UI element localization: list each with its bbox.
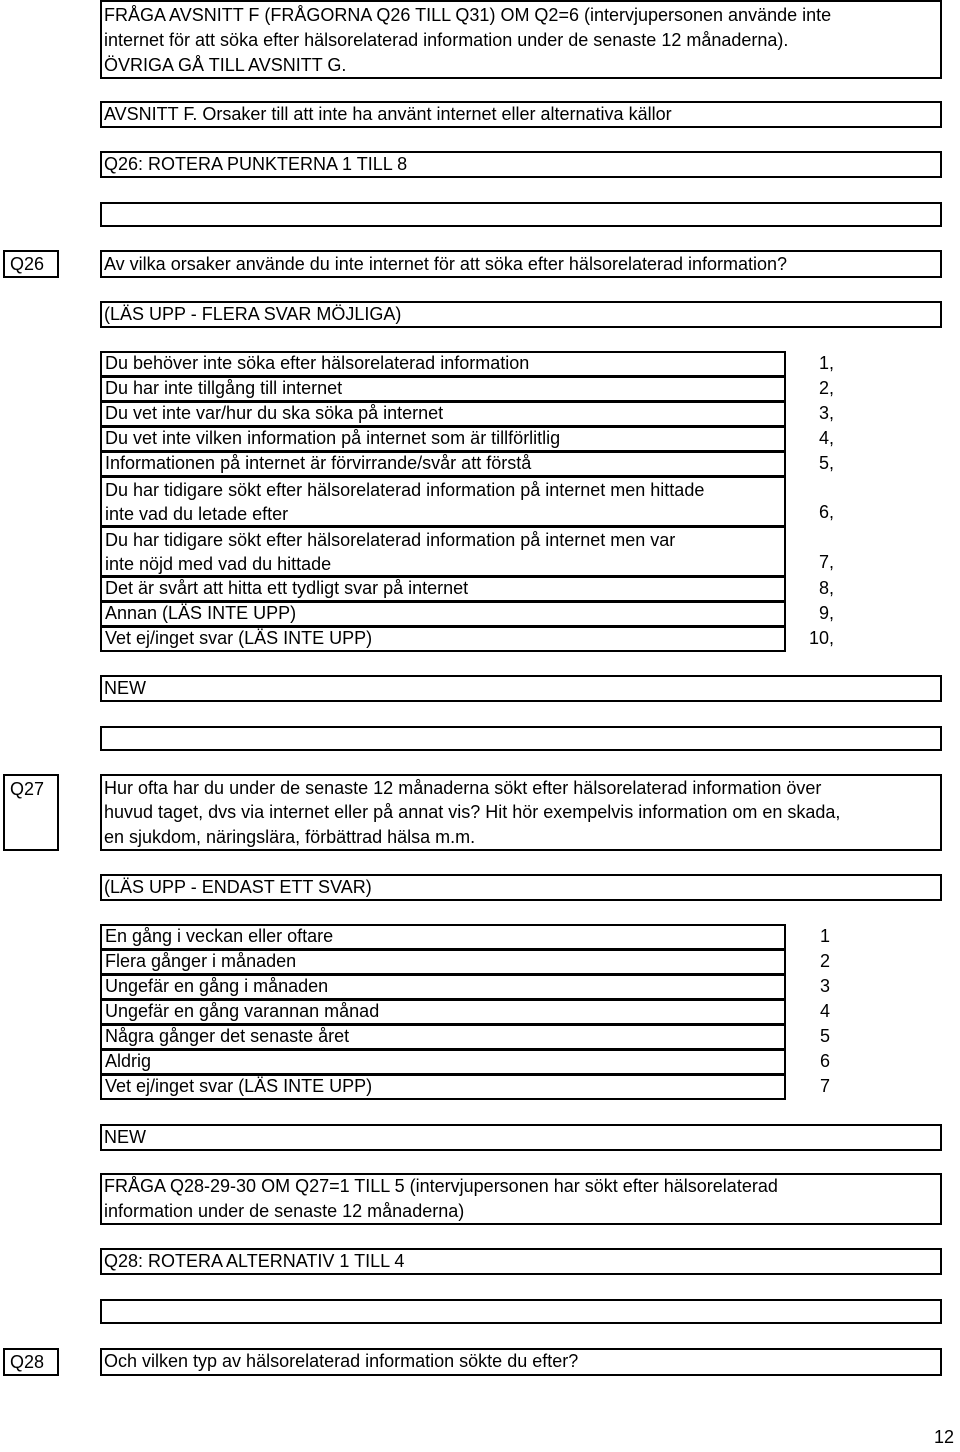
option-label: Du har inte tillgång till internet (105, 378, 343, 398)
rotate-instruction: Q26: ROTERA PUNKTERNA 1 TILL 8 (104, 154, 408, 174)
filter-instruction-line-1: FRÅGA Q28-29-30 OM Q27=1 TILL 5 (intervjupersonen har sökt efter hälsorelaterad (104, 1176, 778, 1196)
q26-option-9-code: 9, (818, 603, 834, 623)
question-id-q27: Q27 (3, 774, 59, 851)
q27-option-7 (100, 1074, 786, 1100)
section-title: AVSNITT F. Orsaker till att inte ha använt internet eller alternativa källor (104, 104, 672, 124)
q26-option-9 (100, 601, 786, 627)
q26-option-5 (100, 451, 786, 477)
option-label: Ungefär en gång i månaden (105, 976, 329, 996)
option-label: Aldrig (105, 1051, 152, 1071)
q27-option-2-code: 2 (819, 951, 830, 971)
q27-question-line-1: Hur ofta har du under de senaste 12 månaderna sökt efter hälsorelaterad information över (104, 778, 822, 798)
q27-option-5-code: 5 (819, 1026, 830, 1046)
question-id-q26: Q26 (3, 250, 59, 278)
intro-line-2: internet för att söka efter hälsorelaterad information under de senaste 12 månaderna). (104, 30, 789, 50)
option-label-line-1: Du har tidigare sökt efter hälsorelaterad information på internet men hittade (105, 480, 705, 500)
option-label-line-2: inte vad du letade efter (105, 504, 289, 524)
q26-question-text: Av vilka orsaker använde du inte internet för att söka efter hälsorelaterad information? (104, 254, 788, 274)
intro-line-3: ÖVRIGA GÅ TILL AVSNITT G. (104, 55, 347, 75)
q27-option-3-code: 3 (819, 976, 830, 996)
q26-option-4-code: 4, (818, 428, 834, 448)
option-label: Ungefär en gång varannan månad (105, 1001, 380, 1021)
option-label: Vet ej/inget svar (LÄS INTE UPP) (105, 1076, 373, 1096)
q26-option-4 (100, 426, 786, 452)
q27-option-2 (100, 949, 786, 975)
q26-option-2-code: 2, (818, 378, 834, 398)
option-label: Informationen på internet är förvirrande/svår att förstå (105, 453, 532, 473)
q27-new-box (100, 1124, 942, 1151)
option-label: Du behöver inte söka efter hälsorelaterad information (105, 353, 530, 373)
q27-option-7-code: 7 (819, 1076, 830, 1096)
q27-option-6-code: 6 (819, 1051, 830, 1071)
q26-option-1 (100, 351, 786, 377)
page-number: 12 (933, 1427, 954, 1447)
q27-question-line-3: en sjukdom, näringslära, förbättrad hälsa m.m. (104, 827, 476, 847)
q26-option-6-code: 6, (818, 502, 834, 522)
q26-option-10 (100, 626, 786, 652)
option-label: Annan (LÄS INTE UPP) (105, 603, 297, 623)
q27-option-6 (100, 1049, 786, 1075)
q26-option-5-code: 5, (818, 453, 834, 473)
q26-new-box (100, 675, 942, 702)
q26-option-6 (100, 476, 786, 527)
option-label: Det är svårt att hitta ett tydligt svar på internet (105, 578, 469, 598)
q26-instruction: (LÄS UPP - FLERA SVAR MÖJLIGA) (104, 304, 402, 324)
option-label-line-1: Du har tidigare sökt efter hälsorelaterad information på internet men var (105, 530, 676, 550)
option-label: En gång i veckan eller oftare (105, 926, 334, 946)
q28-rotate-instruction: Q28: ROTERA ALTERNATIV 1 TILL 4 (104, 1251, 405, 1271)
q27-question-line-2: huvud taget, dvs via internet eller på annat vis? Hit hör exempelvis information om en skada, (104, 802, 841, 822)
q26-option-1-code: 1, (818, 353, 834, 373)
q27-option-1 (100, 924, 786, 950)
q27-option-5 (100, 1024, 786, 1050)
option-label: Du vet inte var/hur du ska söka på internet (105, 403, 444, 423)
intro-line-1: FRÅGA AVSNITT F (FRÅGORNA Q26 TILL Q31) OM Q2=6 (intervjupersonen använde inte (104, 5, 832, 25)
q26-option-7-code: 7, (818, 552, 834, 572)
q26-option-8 (100, 576, 786, 602)
empty-box-3 (100, 1299, 942, 1324)
option-label-line-2: inte nöjd med vad du hittade (105, 554, 332, 574)
q28-question-text: Och vilken typ av hälsorelaterad information sökte du efter? (104, 1351, 579, 1371)
option-label: Du vet inte vilken information på internet som är tillförlitlig (105, 428, 561, 448)
q26-option-2 (100, 376, 786, 402)
question-id-q28: Q28 (3, 1348, 59, 1376)
q26-option-3 (100, 401, 786, 427)
q26-option-7 (100, 526, 786, 577)
q26-option-10-code: 10, (808, 628, 834, 648)
q27-option-1-code: 1 (819, 926, 830, 946)
empty-box (100, 202, 942, 227)
option-label: Vet ej/inget svar (LÄS INTE UPP) (105, 628, 373, 648)
filter-instruction-line-2: information under de senaste 12 månaderna) (104, 1201, 465, 1221)
empty-box-2 (100, 726, 942, 751)
option-label: Flera gånger i månaden (105, 951, 297, 971)
q26-new-label: NEW (104, 678, 146, 698)
q26-option-8-code: 8, (818, 578, 834, 598)
option-label: Några gånger det senaste året (105, 1026, 350, 1046)
q27-new-label: NEW (104, 1127, 146, 1147)
q27-instruction: (LÄS UPP - ENDAST ETT SVAR) (104, 877, 372, 897)
q27-option-4 (100, 999, 786, 1025)
q27-option-3 (100, 974, 786, 1000)
q26-option-3-code: 3, (818, 403, 834, 423)
q27-option-4-code: 4 (819, 1001, 830, 1021)
